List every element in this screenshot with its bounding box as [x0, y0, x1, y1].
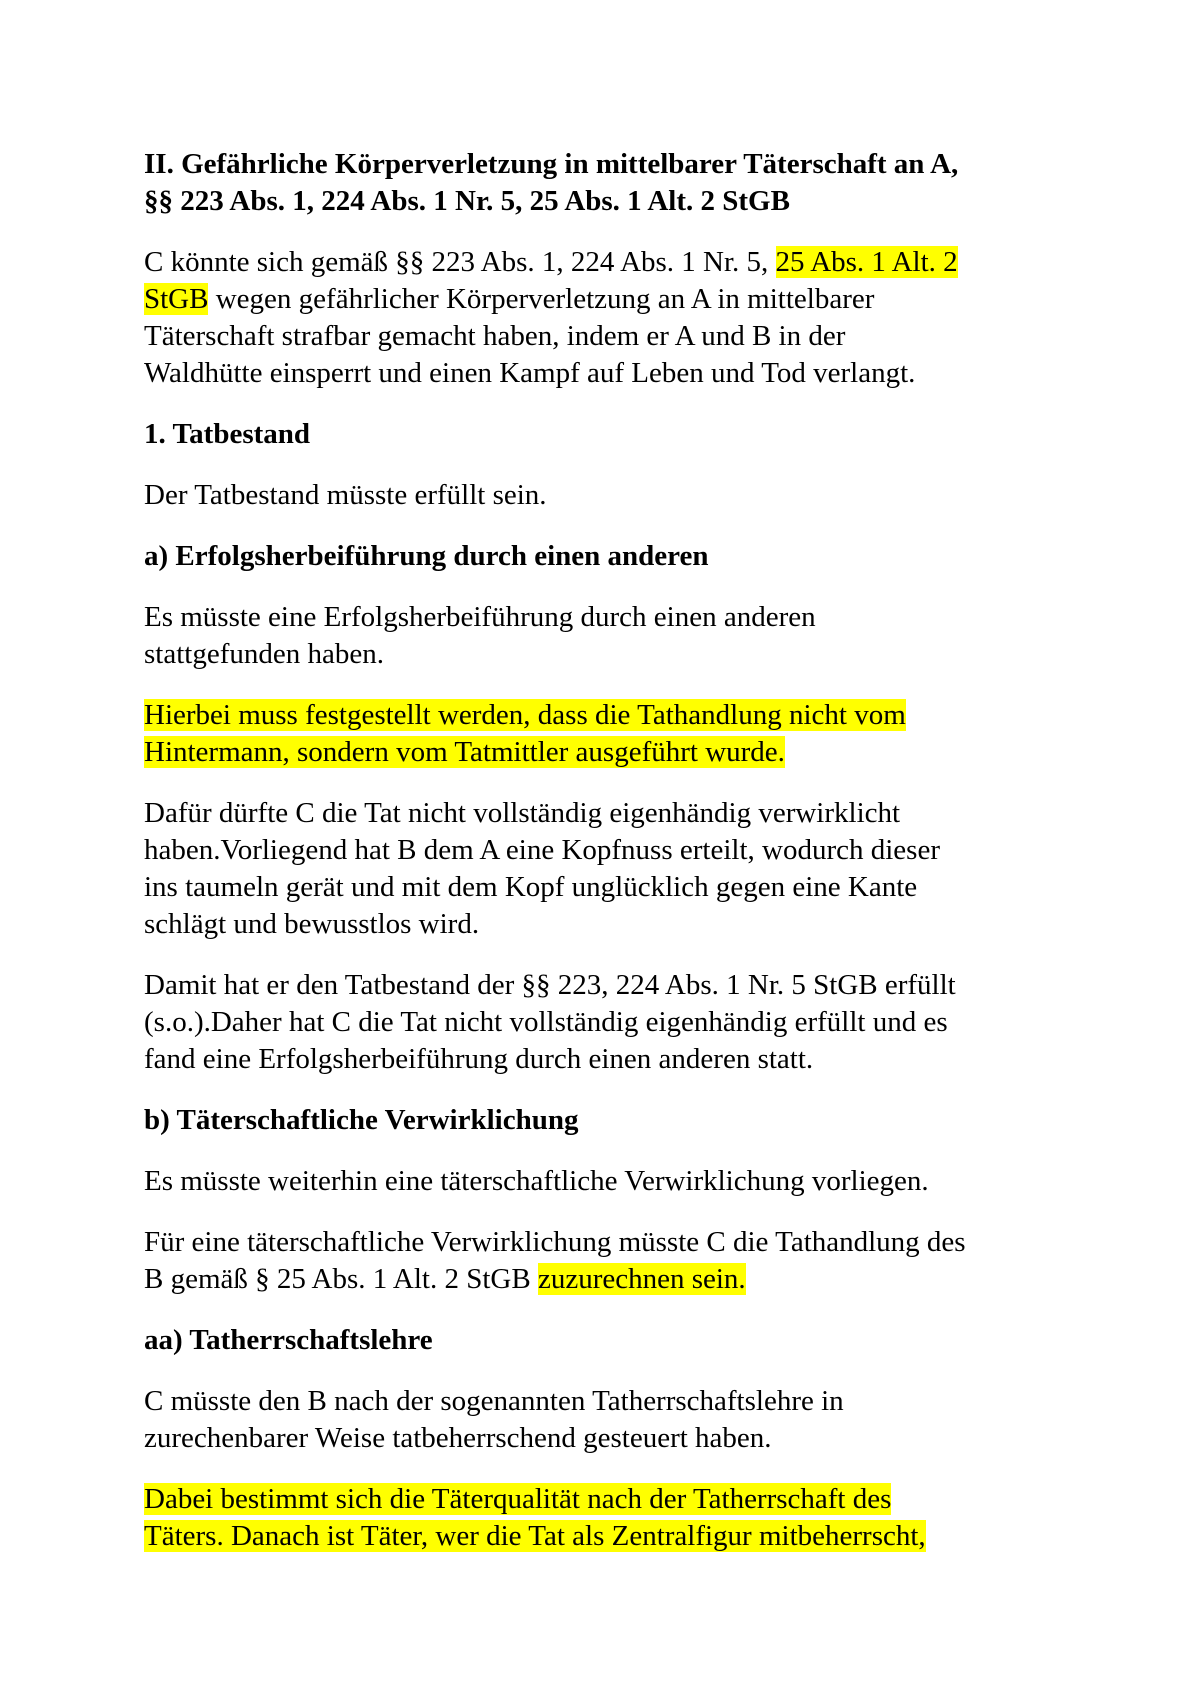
- heading-main-line-1: II. Gefährliche Körperverletzung in mittelbarer Täterschaft an A,: [144, 148, 959, 180]
- paragraph-b2-line-2-text: B gemäß § 25 Abs. 1 Alt. 2 StGB: [144, 1263, 538, 1295]
- paragraph-tatbestand: Der Tatbestand müsste erfüllt sein.: [144, 479, 547, 511]
- paragraph-b2-line-2-highlight: zuzurechnen sein.: [537, 1263, 746, 1295]
- heading-a: a) Erfolgsherbeiführung durch einen anderen: [144, 540, 709, 572]
- paragraph-aa1-line-1: C müsste den B nach der sogenannten Tatherrschaftslehre in: [144, 1385, 844, 1417]
- paragraph-a2-line-2: [144, 734, 1094, 771]
- paragraph-a4: [144, 967, 1094, 1078]
- paragraph-a2-highlighted: [144, 697, 1094, 771]
- paragraph-a4-line-1: Damit hat er den Tatbestand der §§ 223, 224 Abs. 1 Nr. 5 StGB erfüllt: [144, 969, 956, 1001]
- intro-line-2-text: wegen gefährlicher Körperverletzung an A in mittelbarer: [208, 283, 875, 315]
- paragraph-a3-line-1: Dafür dürfte C die Tat nicht vollständig eigenhändig verwirklicht: [144, 797, 901, 829]
- document-page: [144, 146, 1094, 1579]
- paragraph-a1: [144, 599, 1094, 673]
- intro-line-2: [144, 281, 1094, 318]
- paragraph-a4-line-3: fand eine Erfolgsherbeiführung durch einen anderen statt.: [144, 1043, 814, 1075]
- intro-paragraph: [144, 244, 1094, 392]
- paragraph-a3-line-3: ins taumeln gerät und mit dem Kopf unglücklich gegen eine Kante: [144, 871, 918, 903]
- paragraph-aa1: [144, 1383, 1094, 1457]
- paragraph-a3: [144, 795, 1094, 943]
- paragraph-aa2-line-2-highlight: Täters. Danach ist Täter, wer die Tat als Zentralfigur mitbeherrscht,: [144, 1520, 926, 1552]
- paragraph-aa2-highlighted: [144, 1481, 1094, 1555]
- paragraph-a2-line-1-highlight: Hierbei muss festgestellt werden, dass die Tathandlung nicht vom: [144, 699, 906, 731]
- paragraph-a3-line-4: schlägt und bewusstlos wird.: [144, 908, 480, 940]
- paragraph-aa2-line-1-highlight: Dabei bestimmt sich die Täterqualität nach der Tatherrschaft des: [144, 1483, 892, 1515]
- intro-line-1-highlight: 25 Abs. 1 Alt. 2: [775, 246, 958, 278]
- paragraph-aa2-line-1: [144, 1481, 1094, 1518]
- paragraph-b2-line-1: Für eine täterschaftliche Verwirklichung müsste C die Tathandlung des: [144, 1226, 966, 1258]
- paragraph-aa1-line-2: zurechenbarer Weise tatbeherrschend gesteuert haben.: [144, 1422, 772, 1454]
- paragraph-b2-line-2: [144, 1261, 1094, 1298]
- intro-line-3: Täterschaft strafbar gemacht haben, indem er A und B in der: [144, 320, 846, 352]
- paragraph-a3-line-2: haben.Vorliegend hat B dem A eine Kopfnuss erteilt, wodurch dieser: [144, 834, 940, 866]
- intro-line-4: Waldhütte einsperrt und einen Kampf auf Leben und Tod verlangt.: [144, 357, 916, 389]
- heading-main: [144, 146, 1094, 220]
- paragraph-a1-line-1: Es müsste eine Erfolgsherbeiführung durch einen anderen: [144, 601, 816, 633]
- paragraph-a2-line-2-highlight: Hintermann, sondern vom Tatmittler ausgeführt wurde.: [144, 736, 785, 768]
- paragraph-a4-line-2: (s.o.).Daher hat C die Tat nicht vollständig eigenhändig erfüllt und es: [144, 1006, 948, 1038]
- intro-line-1: [144, 244, 1094, 281]
- intro-line-2-highlight: StGB: [144, 283, 209, 315]
- paragraph-aa2-line-2: [144, 1518, 1094, 1555]
- heading-aa: aa) Tatherrschaftslehre: [144, 1324, 433, 1356]
- paragraph-a2-line-1: [144, 697, 1094, 734]
- heading-main-line-2: §§ 223 Abs. 1, 224 Abs. 1 Nr. 5, 25 Abs. 1 Alt. 2 StGB: [144, 185, 790, 217]
- intro-line-1-text: C könnte sich gemäß §§ 223 Abs. 1, 224 Abs. 1 Nr. 5,: [144, 246, 776, 278]
- paragraph-b1: Es müsste weiterhin eine täterschaftliche Verwirklichung vorliegen.: [144, 1165, 929, 1197]
- paragraph-b2: [144, 1224, 1094, 1298]
- paragraph-a1-line-2: stattgefunden haben.: [144, 638, 384, 670]
- heading-b: b) Täterschaftliche Verwirklichung: [144, 1104, 579, 1136]
- heading-tatbestand: 1. Tatbestand: [144, 418, 311, 450]
